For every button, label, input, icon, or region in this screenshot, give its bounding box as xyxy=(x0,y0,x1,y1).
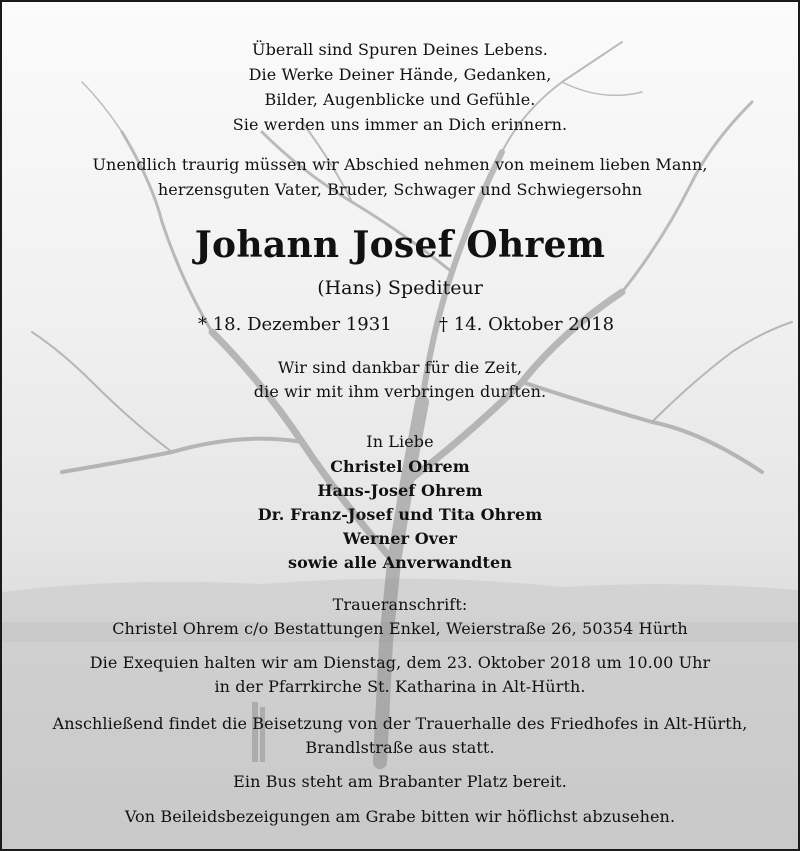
gratitude-line: die wir mit ihm verbringen durften. xyxy=(253,382,547,401)
intro-line: Unendlich traurig müssen wir Abschied nehmen von meinem lieben Mann, xyxy=(92,155,708,174)
birth-date: * 18. Dezember 1931 xyxy=(198,314,392,335)
mourner-name: Christel Ohrem xyxy=(330,457,470,476)
address-text: Christel Ohrem c/o Bestattungen Enkel, Weierstraße 26, 50354 Hürth xyxy=(112,619,688,638)
mourners-intro: In Liebe xyxy=(366,432,434,451)
poem-line: Die Werke Deiner Hände, Gedanken, xyxy=(248,65,552,84)
burial-line: Brandlstraße aus statt. xyxy=(305,738,495,757)
poem-line: Bilder, Augenblicke und Gefühle. xyxy=(264,90,536,109)
burial-line: Anschließend findet die Beisetzung von der Trauerhalle des Friedhofes in Alt-Hürth, xyxy=(52,714,748,733)
address-label: Traueranschrift: xyxy=(332,595,468,614)
service-line: Die Exequien halten wir am Dienstag, dem 23. Oktober 2018 um 10.00 Uhr xyxy=(89,653,711,672)
deceased-subtitle: (Hans) Spediteur xyxy=(317,277,483,299)
mourner-name: sowie alle Anverwandten xyxy=(288,553,512,572)
gratitude-line: Wir sind dankbar für die Zeit, xyxy=(277,358,523,377)
closing-notice: Von Beileidsbezeigungen am Grabe bitten wir höflichst abzusehen. xyxy=(124,807,676,826)
mourner-name: Dr. Franz-Josef und Tita Ohrem xyxy=(257,505,543,524)
poem-line: Überall sind Spuren Deines Lebens. xyxy=(252,40,548,59)
poem-line: Sie werden uns immer an Dich erinnern. xyxy=(232,115,568,134)
bus-notice: Ein Bus steht am Brabanter Platz bereit. xyxy=(233,772,567,791)
mourner-name: Werner Over xyxy=(342,529,458,548)
service-line: in der Pfarrkirche St. Katharina in Alt-Hürth. xyxy=(214,677,586,696)
intro-line: herzensguten Vater, Bruder, Schwager und Schwiegersohn xyxy=(157,180,643,199)
life-dates xyxy=(2,314,798,338)
mourner-name: Hans-Josef Ohrem xyxy=(317,481,483,500)
deceased-name: Johann Josef Ohrem xyxy=(194,224,606,266)
death-date: † 14. Oktober 2018 xyxy=(439,314,615,335)
